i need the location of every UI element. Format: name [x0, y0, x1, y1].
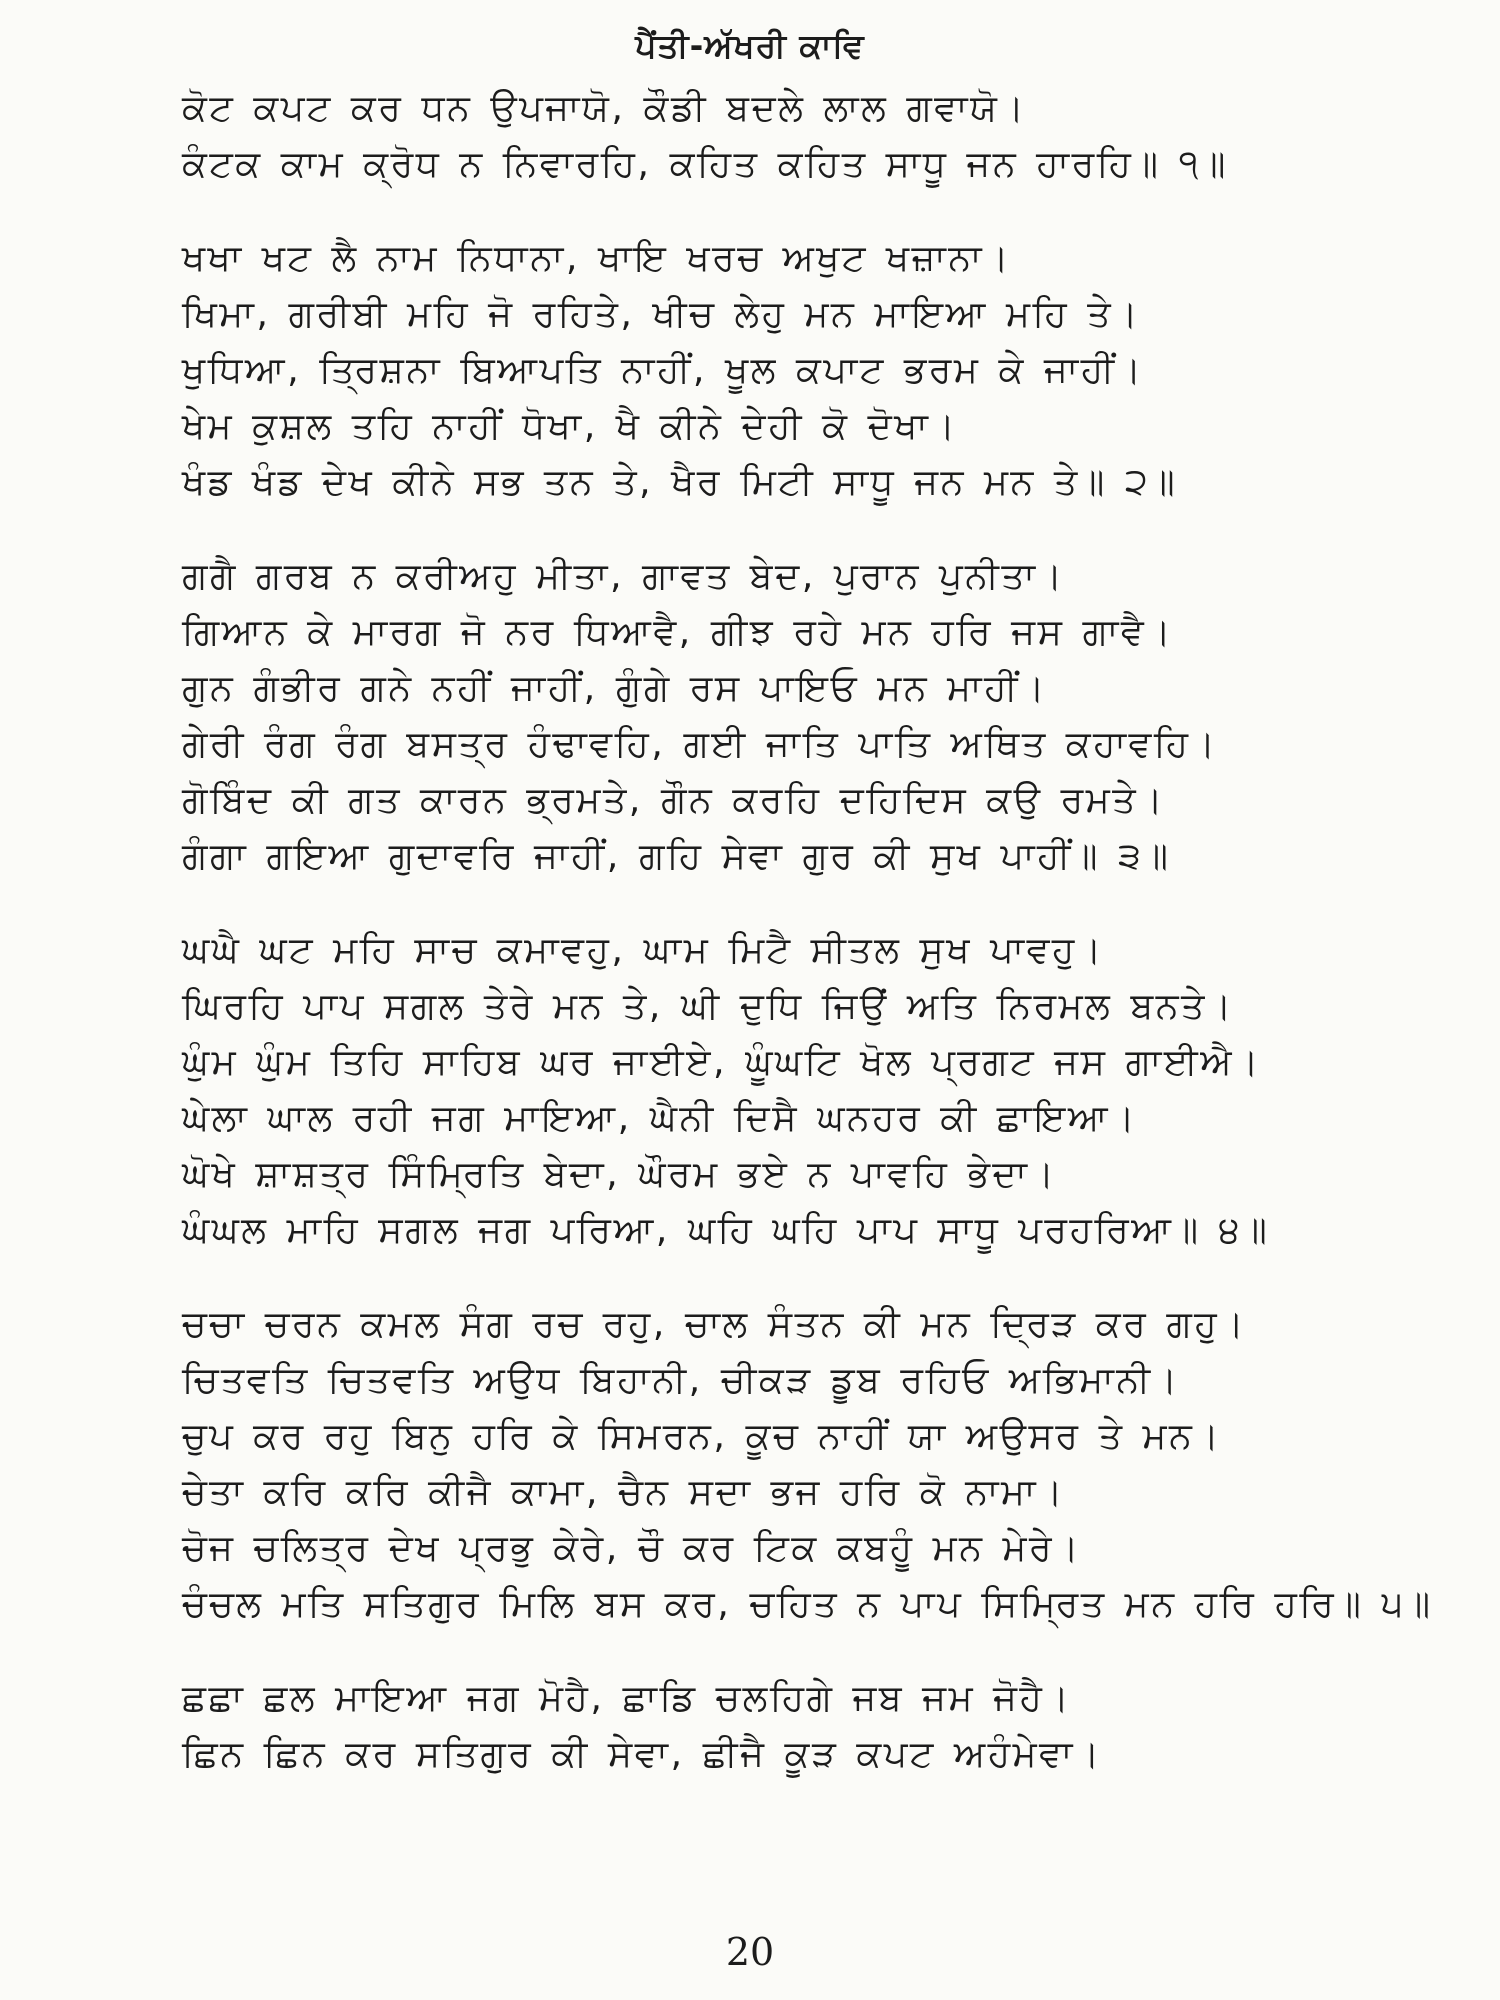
verse-line: ਖੰਡ ਖੰਡ ਦੇਖ ਕੀਨੇ ਸਭ ਤਨ ਤੇ, ਖੈਰ ਮਿਟੀ ਸਾਧੂ ਜਨ ਮਨ ਤੇ॥ ੨॥ — [182, 460, 1178, 503]
verse-line: ਖਖਾ ਖਟ ਲੈ ਨਾਮ ਨਿਧਾਨਾ, ਖਾਇ ਖਰਚ ਅਖੁਟ ਖਜ਼ਾਨਾ। — [182, 236, 1012, 279]
verse-line: ਚੋਜ ਚਲਿਤ੍ਰ ਦੇਖ ਪ੍ਰਭੁ ਕੇਰੇ, ਚੌ ਕਰ ਟਿਕ ਕਬਹੂੰ ਮਨ ਮੇਰੇ। — [182, 1526, 1082, 1569]
verse-line: ਛਿਨ ਛਿਨ ਕਰ ਸਤਿਗੁਰ ਕੀ ਸੇਵਾ, ਛੀਜੈ ਕੂੜ ਕਪਟ ਅਹੰਮੇਵਾ। — [182, 1732, 1103, 1775]
verse-line: ਘੁੰਮ ਘੁੰਮ ਤਿਹਿ ਸਾਹਿਬ ਘਰ ਜਾਈਏ, ਘੂੰਘਟਿ ਖੋਲ ਪ੍ਰਗਟ ਜਸ ਗਾਈਐ। — [182, 1040, 1262, 1083]
verse-line: ਗੇਰੀ ਰੰਗ ਰੰਗ ਬਸਤ੍ਰ ਹੰਢਾਵਹਿ, ਗਈ ਜਾਤਿ ਪਾਤਿ ਅਥਿਤ ਕਹਾਵਹਿ। — [182, 722, 1218, 765]
verse-body — [182, 80, 1482, 1820]
page-title: ਪੈਂਤੀ-ਅੱਖਰੀ ਕਾਵਿ — [635, 26, 865, 65]
verse-line: ਚੇਤਾ ਕਰਿ ਕਰਿ ਕੀਜੈ ਕਾਮਾ, ਚੈਨ ਸਦਾ ਭਜ ਹਰਿ ਕੋ ਨਾਮਾ। — [182, 1470, 1066, 1513]
verse-line: ਗੁਨ ਗੰਭੀਰ ਗਨੇ ਨਹੀਂ ਜਾਹੀਂ, ਗੁੰਗੇ ਰਸ ਪਾਇਓ ਮਨ ਮਾਹੀਂ। — [182, 666, 1048, 709]
stanza — [182, 1296, 1482, 1632]
verse-line: ਕੰਟਕ ਕਾਮ ਕ੍ਰੋਧ ਨ ਨਿਵਾਰਹਿ, ਕਹਿਤ ਕਹਿਤ ਸਾਧੂ ਜਨ ਹਾਰਹਿ॥ ੧॥ — [182, 142, 1229, 185]
stanza — [182, 1670, 1482, 1782]
verse-line: ਚੰਚਲ ਮਤਿ ਸਤਿਗੁਰ ਮਿਲਿ ਬਸ ਕਰ, ਚਹਿਤ ਨ ਪਾਪ ਸਿਮ੍ਰਿਤ ਮਨ ਹਰਿ ਹਰਿ॥ ੫॥ — [182, 1582, 1433, 1625]
verse-line: ਖੁਧਿਆ, ਤ੍ਰਿਸ਼ਨਾ ਬਿਆਪਤਿ ਨਾਹੀਂ, ਖੂਲ ਕਪਾਟ ਭਰਮ ਕੇ ਜਾਹੀਂ। — [182, 348, 1144, 391]
page-number: 20 — [725, 1930, 775, 1974]
verse-line: ਗਗੈ ਗਰਬ ਨ ਕਰੀਅਹੁ ਮੀਤਾ, ਗਾਵਤ ਬੇਦ, ਪੁਰਾਨ ਪੁਨੀਤਾ। — [182, 554, 1065, 597]
verse-line: ਛਛਾ ਛਲ ਮਾਇਆ ਜਗ ਮੋਹੈ, ਛਾਡਿ ਚਲਹਿਗੇ ਜਬ ਜਮ ਜੋਹੈ। — [182, 1676, 1072, 1719]
stanza — [182, 80, 1482, 192]
verse-line: ਕੋਟ ਕਪਟ ਕਰ ਧਨ ਉਪਜਾਯੋ, ਕੌਡੀ ਬਦਲੇ ਲਾਲ ਗਵਾਯੋ। — [182, 86, 1027, 129]
stanza — [182, 548, 1482, 884]
verse-line: ਘੇਲਾ ਘਾਲ ਰਹੀ ਜਗ ਮਾਇਆ, ਘੈਨੀ ਦਿਸੈ ਘਨਹਰ ਕੀ ਛਾਇਆ। — [182, 1096, 1138, 1139]
verse-line: ਗਿਆਨ ਕੇ ਮਾਰਗ ਜੋ ਨਰ ਧਿਆਵੈ, ਗੀਝ ਰਹੇ ਮਨ ਹਰਿ ਜਸ ਗਾਵੈ। — [182, 610, 1174, 653]
verse-line: ਘਘੈ ਘਟ ਮਹਿ ਸਾਚ ਕਮਾਵਹੁ, ਘਾਮ ਮਿਟੈ ਸੀਤਲ ਸੁਖ ਪਾਵਹੁ। — [182, 928, 1104, 971]
verse-line: ਖਿਮਾ, ਗਰੀਬੀ ਮਹਿ ਜੋ ਰਹਿਤੇ, ਖੀਚ ਲੇਹੁ ਮਨ ਮਾਇਆ ਮਹਿ ਤੇ। — [182, 292, 1141, 335]
verse-line: ਚਚਾ ਚਰਨ ਕਮਲ ਸੰਗ ਰਚ ਰਹੁ, ਚਾਲ ਸੰਤਨ ਕੀ ਮਨ ਦ੍ਰਿੜ ਕਰ ਗਹੁ। — [182, 1302, 1247, 1345]
verse-line: ਗੰਗਾ ਗਇਆ ਗੁਦਾਵਰਿ ਜਾਹੀਂ, ਗਹਿ ਸੇਵਾ ਗੁਰ ਕੀ ਸੁਖ ਪਾਹੀਂ॥ ੩॥ — [182, 834, 1171, 877]
stanza — [182, 922, 1482, 1258]
verse-line: ਖੇਮ ਕੁਸ਼ਲ ਤਹਿ ਨਾਹੀਂ ਧੋਖਾ, ਖੈ ਕੀਨੇ ਦੇਹੀ ਕੋ ਦੋਖਾ। — [182, 404, 958, 447]
verse-line: ਗੋਬਿੰਦ ਕੀ ਗਤ ਕਾਰਨ ਭ੍ਰਮਤੇ, ਗੌਨ ਕਰਹਿ ਦਹਿਦਿਸ ਕਉ ਰਮਤੇ। — [182, 778, 1166, 821]
verse-line: ਘਿਰਹਿ ਪਾਪ ਸਗਲ ਤੇਰੇ ਮਨ ਤੇ, ਘੀ ਦੁਧਿ ਜਿਉਂ ਅਤਿ ਨਿਰਮਲ ਬਨਤੇ। — [182, 984, 1234, 1027]
stanza — [182, 230, 1482, 510]
verse-line: ਚਿਤਵਤਿ ਚਿਤਵਤਿ ਅਉਧ ਬਿਹਾਨੀ, ਚੀਕੜ ਡੂਬ ਰਹਿਓ ਅਭਿਮਾਨੀ। — [182, 1358, 1180, 1401]
verse-line: ਘੰਘਲ ਮਾਹਿ ਸਗਲ ਜਗ ਪਰਿਆ, ਘਹਿ ਘਹਿ ਪਾਪ ਸਾਧੂ ਪਰਹਰਿਆ॥ ੪॥ — [182, 1208, 1270, 1251]
verse-line: ਘੋਖੇ ਸ਼ਾਸ਼ਤ੍ਰ ਸਿੰਮ੍ਰਿਤਿ ਬੇਦਾ, ਘੌਰਮ ਭਏ ਨ ਪਾਵਹਿ ਭੇਦਾ। — [182, 1152, 1057, 1195]
verse-line: ਚੁਪ ਕਰ ਰਹੁ ਬਿਨੁ ਹਰਿ ਕੇ ਸਿਮਰਨ, ਕੂਚ ਨਾਹੀਂ ਯਾ ਅਉਸਰ ਤੇ ਮਨ। — [182, 1414, 1222, 1457]
